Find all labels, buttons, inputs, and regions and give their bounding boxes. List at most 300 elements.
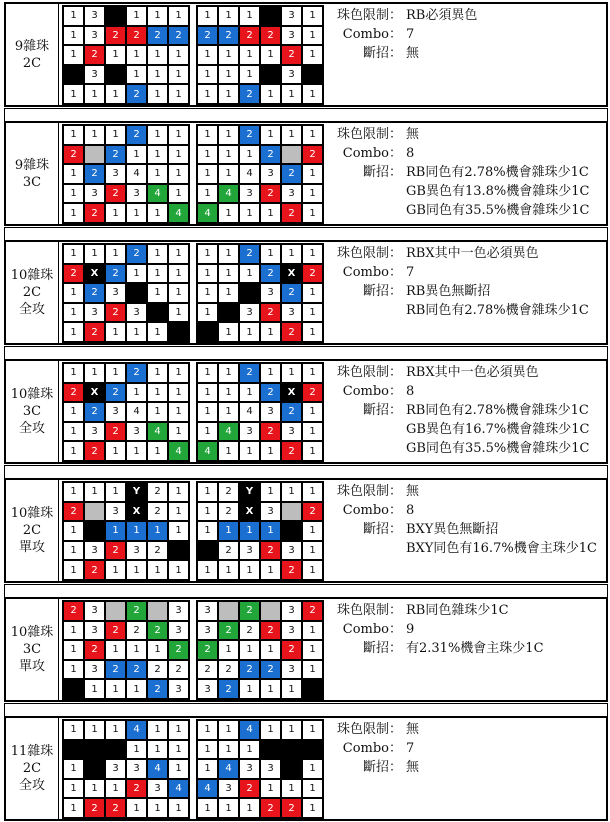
formation-notes xyxy=(326,244,589,320)
formation-label xyxy=(6,4,59,105)
orb-cell: 1 xyxy=(197,502,218,522)
orb-cell: 1 xyxy=(63,363,84,383)
orb-cell: 1 xyxy=(147,720,168,740)
orb-cell xyxy=(84,521,105,541)
orb-cell: 3 xyxy=(260,402,281,422)
orb-cell: 1 xyxy=(63,482,84,502)
orb-cell: 3 xyxy=(84,184,105,204)
orb-cell xyxy=(147,303,168,323)
orb-cell: 1 xyxy=(281,84,302,104)
orb-cell: 3 xyxy=(147,779,168,799)
color-restriction-key: 珠色限制： xyxy=(336,603,402,618)
break-note xyxy=(326,439,589,458)
combo-count xyxy=(326,382,589,401)
break-note xyxy=(326,520,597,539)
orb-cell: 2 xyxy=(281,45,302,65)
orb-cell: 1 xyxy=(168,125,189,145)
row-separator xyxy=(4,703,608,717)
break-note xyxy=(326,44,477,63)
orb-cell: 1 xyxy=(84,720,105,740)
orb-cell: 2 xyxy=(105,422,126,442)
orb-cell: 2 xyxy=(84,640,105,660)
orb-cell: 2 xyxy=(260,26,281,46)
orb-cell: 1 xyxy=(63,45,84,65)
orb-cell: 1 xyxy=(147,322,168,342)
orb-cell xyxy=(302,65,323,85)
orb-cell: 4 xyxy=(168,203,189,223)
orb-cell: 1 xyxy=(197,145,218,165)
formation-label-line: 單攻 xyxy=(18,659,45,674)
orb-board-right xyxy=(196,600,324,700)
orb-cell: 2 xyxy=(126,779,147,799)
orb-cell: 2 xyxy=(281,441,302,461)
orb-cell: 1 xyxy=(218,798,239,818)
orb-cell: 1 xyxy=(239,441,260,461)
orb-cell: 1 xyxy=(302,798,323,818)
orb-cell: 2 xyxy=(218,679,239,699)
orb-cell: 1 xyxy=(239,679,260,699)
orb-cell: 3 xyxy=(168,621,189,641)
orb-cell: 3 xyxy=(239,422,260,442)
orb-cell: 3 xyxy=(260,502,281,522)
orb-cell: 1 xyxy=(105,560,126,580)
orb-cell: 2 xyxy=(260,184,281,204)
orb-cell: 4 xyxy=(147,759,168,779)
orb-cell: 1 xyxy=(302,26,323,46)
color-restriction-key: 珠色限制： xyxy=(336,484,402,499)
orb-cell: 3 xyxy=(239,303,260,323)
break-note-value: BXY異色無斷招 xyxy=(406,522,499,537)
orb-cell: 2 xyxy=(147,541,168,561)
break-note-value: GB異色有16.7%機會雜珠少1C xyxy=(406,422,590,437)
formation-row xyxy=(4,121,608,226)
orb-cell: 1 xyxy=(197,283,218,303)
orb-cell: 1 xyxy=(168,264,189,284)
orb-cell: 1 xyxy=(168,303,189,323)
orb-cell: 1 xyxy=(63,6,84,26)
orb-cell: 1 xyxy=(126,264,147,284)
orb-cell: 1 xyxy=(239,203,260,223)
orb-cell: 4 xyxy=(168,441,189,461)
orb-cell: 2 xyxy=(302,502,323,522)
orb-cell: 1 xyxy=(168,145,189,165)
orb-cell: 2 xyxy=(239,363,260,383)
orb-cell: 3 xyxy=(260,283,281,303)
orb-cell: 2 xyxy=(84,164,105,184)
orb-cell xyxy=(84,759,105,779)
orb-cell: 1 xyxy=(302,402,323,422)
orb-cell: 1 xyxy=(302,6,323,26)
formation-label xyxy=(6,123,59,224)
orb-cell: X xyxy=(84,264,105,284)
orb-board-left xyxy=(62,719,190,819)
orb-cell: 1 xyxy=(302,640,323,660)
orb-cell: 3 xyxy=(126,303,147,323)
orb-cell: 1 xyxy=(260,84,281,104)
orb-cell: 1 xyxy=(63,244,84,264)
orb-cell: 1 xyxy=(218,164,239,184)
orb-cell: 4 xyxy=(147,422,168,442)
orb-cell: 1 xyxy=(147,740,168,760)
break-note-value: GB同色有35.5%機會雜珠少1C xyxy=(406,203,590,218)
break-note-value: RB同色有2.78%機會雜珠少1C xyxy=(406,403,589,418)
orb-cell: 3 xyxy=(168,679,189,699)
orb-cell xyxy=(281,145,302,165)
orb-cell xyxy=(105,601,126,621)
orb-cell: 1 xyxy=(302,621,323,641)
orb-cell: 1 xyxy=(168,502,189,522)
orb-cell: 1 xyxy=(168,759,189,779)
orb-cell: 2 xyxy=(105,26,126,46)
orb-cell: 1 xyxy=(168,283,189,303)
combo-count-value: 8 xyxy=(406,146,415,161)
formation-label xyxy=(6,480,59,581)
orb-cell xyxy=(105,6,126,26)
orb-cell: 1 xyxy=(260,521,281,541)
orb-cell: 1 xyxy=(260,482,281,502)
orb-cell: 1 xyxy=(168,6,189,26)
orb-cell: 1 xyxy=(147,798,168,818)
orb-cell: 1 xyxy=(302,203,323,223)
orb-cell: 1 xyxy=(168,482,189,502)
orb-cell xyxy=(84,145,105,165)
orb-cell: X xyxy=(239,502,260,522)
orb-cell: 4 xyxy=(126,402,147,422)
orb-cell: 2 xyxy=(63,145,84,165)
formation-label-line: 2C xyxy=(22,761,42,776)
orb-cell: 3 xyxy=(239,541,260,561)
orb-cell: 1 xyxy=(281,779,302,799)
orb-cell: 1 xyxy=(63,759,84,779)
combo-count-value: 8 xyxy=(406,503,415,518)
orb-cell: 1 xyxy=(63,322,84,342)
orb-cell: 1 xyxy=(197,65,218,85)
orb-cell: 1 xyxy=(168,184,189,204)
orb-cell: 2 xyxy=(239,84,260,104)
formation-label-line: 11雜珠 xyxy=(10,744,54,759)
orb-cell: 2 xyxy=(63,601,84,621)
orb-cell: 3 xyxy=(197,621,218,641)
formation-notes xyxy=(326,6,477,63)
break-note-value: GB同色有35.5%機會雜珠少1C xyxy=(406,441,590,456)
break-note xyxy=(326,401,589,420)
combo-count xyxy=(326,739,419,758)
orb-cell: 3 xyxy=(281,601,302,621)
orb-cell: 1 xyxy=(239,560,260,580)
row-separator xyxy=(4,108,608,122)
orb-cell: 1 xyxy=(63,640,84,660)
orb-cell: 1 xyxy=(239,65,260,85)
orb-cell: 1 xyxy=(218,322,239,342)
orb-cell: 1 xyxy=(63,660,84,680)
orb-cell xyxy=(63,65,84,85)
orb-board-left xyxy=(62,481,190,581)
orb-cell: 1 xyxy=(197,6,218,26)
orb-cell: 1 xyxy=(281,482,302,502)
orb-cell: 2 xyxy=(126,244,147,264)
orb-cell: 1 xyxy=(197,184,218,204)
orb-cell: 1 xyxy=(302,45,323,65)
orb-cell: 1 xyxy=(260,441,281,461)
orb-cell: 1 xyxy=(63,84,84,104)
break-note-value: RB同色有2.78%機會雜珠少1C xyxy=(406,165,589,180)
break-note-key xyxy=(326,182,402,201)
orb-cell: 1 xyxy=(239,264,260,284)
orb-cell: 3 xyxy=(281,660,302,680)
orb-cell xyxy=(218,303,239,323)
orb-cell: 1 xyxy=(168,383,189,403)
orb-cell: 2 xyxy=(239,779,260,799)
color-restriction-key: 珠色限制： xyxy=(336,246,402,261)
orb-cell: 1 xyxy=(105,244,126,264)
orb-cell: 1 xyxy=(147,6,168,26)
orb-cell: 1 xyxy=(105,322,126,342)
break-note-key: 斷招： xyxy=(362,284,402,299)
orb-cell: 1 xyxy=(197,402,218,422)
orb-cell: 2 xyxy=(147,502,168,522)
break-note-value: GB異色有13.8%機會雜珠少1C xyxy=(406,184,590,199)
orb-cell: 1 xyxy=(147,84,168,104)
color-restriction-value: 無 xyxy=(406,722,420,737)
row-separator xyxy=(4,465,608,479)
orb-cell: 1 xyxy=(63,798,84,818)
orb-cell: 1 xyxy=(126,521,147,541)
orb-cell: 1 xyxy=(218,441,239,461)
orb-cell: 1 xyxy=(260,322,281,342)
combo-count xyxy=(326,144,589,163)
color-restriction xyxy=(326,482,597,501)
row-separator xyxy=(4,584,608,598)
orb-cell: 1 xyxy=(105,363,126,383)
orb-cell: 2 xyxy=(281,322,302,342)
orb-cell: 1 xyxy=(281,244,302,264)
orb-cell: 1 xyxy=(168,244,189,264)
orb-cell: 2 xyxy=(197,660,218,680)
color-restriction xyxy=(326,125,589,144)
break-note xyxy=(326,201,589,220)
orb-cell: 4 xyxy=(239,720,260,740)
orb-cell: 3 xyxy=(105,283,126,303)
orb-cell: 1 xyxy=(168,402,189,422)
color-restriction xyxy=(326,720,419,739)
orb-cell: 2 xyxy=(281,640,302,660)
color-restriction-key: 珠色限制： xyxy=(336,127,402,142)
orb-cell: 2 xyxy=(197,26,218,46)
orb-cell: 1 xyxy=(168,363,189,383)
orb-cell: 4 xyxy=(239,164,260,184)
orb-cell: 3 xyxy=(126,184,147,204)
formation-label-line: 3C xyxy=(22,404,42,419)
break-note-key xyxy=(326,539,402,558)
orb-board-left xyxy=(62,124,190,224)
formation-label-line: 3C xyxy=(22,174,42,190)
formation-label-line: 單攻 xyxy=(18,540,45,555)
break-note xyxy=(326,163,589,182)
orb-board-right xyxy=(196,481,324,581)
orb-cell: 1 xyxy=(260,203,281,223)
orb-cell: 1 xyxy=(126,322,147,342)
orb-cell xyxy=(302,740,323,760)
orb-cell: 1 xyxy=(302,779,323,799)
orb-cell: 1 xyxy=(126,383,147,403)
break-note xyxy=(326,420,589,439)
orb-cell: 2 xyxy=(218,541,239,561)
break-note-key: 斷招： xyxy=(362,46,402,61)
orb-cell: 1 xyxy=(84,363,105,383)
orb-cell: 3 xyxy=(281,303,302,323)
break-note xyxy=(326,282,589,301)
orb-cell: 1 xyxy=(126,798,147,818)
orb-cell: 1 xyxy=(260,640,281,660)
orb-cell: 1 xyxy=(302,660,323,680)
orb-cell: 1 xyxy=(239,383,260,403)
formation-label-line: 10雜珠 xyxy=(10,506,54,521)
orb-cell: 1 xyxy=(126,740,147,760)
orb-cell: 2 xyxy=(147,679,168,699)
orb-cell: 2 xyxy=(126,621,147,641)
orb-board-right xyxy=(196,362,324,462)
orb-cell: 1 xyxy=(197,798,218,818)
orb-cell: 1 xyxy=(218,521,239,541)
orb-cell: 1 xyxy=(168,65,189,85)
orb-cell xyxy=(63,740,84,760)
orb-cell: 2 xyxy=(84,560,105,580)
orb-cell: 3 xyxy=(126,759,147,779)
orb-cell: 1 xyxy=(197,740,218,760)
orb-cell: 1 xyxy=(63,203,84,223)
orb-cell: 1 xyxy=(260,45,281,65)
orb-cell: 1 xyxy=(168,521,189,541)
orb-cell: 1 xyxy=(105,482,126,502)
row-separator xyxy=(4,227,608,241)
orb-cell: 1 xyxy=(302,184,323,204)
orb-cell: 1 xyxy=(218,363,239,383)
combo-count-value: 9 xyxy=(406,622,415,637)
break-note-key xyxy=(326,301,402,320)
orb-cell: 1 xyxy=(197,422,218,442)
orb-cell: 1 xyxy=(302,441,323,461)
orb-cell: 1 xyxy=(168,84,189,104)
formation-notes xyxy=(326,720,419,777)
orb-cell: 1 xyxy=(126,45,147,65)
orb-cell: 1 xyxy=(168,740,189,760)
orb-cell: 1 xyxy=(105,84,126,104)
orb-cell: 1 xyxy=(302,244,323,264)
orb-cell xyxy=(281,502,302,522)
orb-cell: 2 xyxy=(147,621,168,641)
orb-cell: 1 xyxy=(84,779,105,799)
orb-cell: 1 xyxy=(168,560,189,580)
break-note-key: 斷招： xyxy=(362,641,402,656)
orb-cell: Y xyxy=(126,482,147,502)
orb-cell xyxy=(260,740,281,760)
orb-cell: 1 xyxy=(126,145,147,165)
orb-cell: 1 xyxy=(218,402,239,422)
break-note-value: 無 xyxy=(406,760,420,775)
orb-cell: 1 xyxy=(147,244,168,264)
orb-cell xyxy=(239,283,260,303)
orb-cell: Y xyxy=(239,482,260,502)
formation-notes xyxy=(326,125,589,220)
orb-cell: 1 xyxy=(63,402,84,422)
orb-cell: 1 xyxy=(84,244,105,264)
orb-cell: 1 xyxy=(302,363,323,383)
color-restriction-key: 珠色限制： xyxy=(336,722,402,737)
formation-row xyxy=(4,2,608,107)
orb-cell: 4 xyxy=(126,720,147,740)
orb-cell xyxy=(197,322,218,342)
orb-cell xyxy=(281,740,302,760)
orb-cell: 3 xyxy=(84,621,105,641)
orb-cell: 1 xyxy=(218,560,239,580)
orb-cell: 4 xyxy=(197,779,218,799)
orb-cell: 1 xyxy=(147,640,168,660)
orb-cell: 3 xyxy=(281,422,302,442)
orb-cell: 2 xyxy=(239,26,260,46)
orb-cell: 2 xyxy=(281,164,302,184)
orb-cell: 1 xyxy=(197,244,218,264)
orb-cell: 2 xyxy=(105,798,126,818)
formation-label-line: 2C xyxy=(22,523,42,538)
orb-cell: 1 xyxy=(147,383,168,403)
orb-cell: 2 xyxy=(197,640,218,660)
break-note xyxy=(326,639,544,658)
orb-cell: 2 xyxy=(281,283,302,303)
orb-cell: 1 xyxy=(197,720,218,740)
orb-cell: 1 xyxy=(147,125,168,145)
orb-cell: 1 xyxy=(260,679,281,699)
break-note-key xyxy=(326,420,402,439)
orb-cell: 2 xyxy=(302,145,323,165)
orb-cell: 1 xyxy=(147,560,168,580)
break-note xyxy=(326,758,419,777)
orb-cell: 3 xyxy=(260,164,281,184)
orb-cell: 4 xyxy=(218,759,239,779)
orb-cell: 1 xyxy=(105,441,126,461)
orb-cell: 1 xyxy=(105,521,126,541)
orb-board-right xyxy=(196,243,324,343)
formation-label-line: 全攻 xyxy=(18,302,45,317)
orb-cell: 1 xyxy=(218,244,239,264)
orb-cell: 2 xyxy=(260,541,281,561)
orb-cell: 1 xyxy=(63,541,84,561)
break-note-key: 斷招： xyxy=(362,522,402,537)
orb-cell: 1 xyxy=(197,759,218,779)
orb-cell: 2 xyxy=(302,383,323,403)
row-separator xyxy=(4,346,608,360)
formation-label xyxy=(6,718,59,819)
orb-cell: 1 xyxy=(281,363,302,383)
orb-cell: 1 xyxy=(302,759,323,779)
orb-cell: 1 xyxy=(168,45,189,65)
orb-cell: X xyxy=(84,383,105,403)
orb-cell: 1 xyxy=(63,779,84,799)
orb-cell: 1 xyxy=(84,84,105,104)
orb-cell: 1 xyxy=(197,521,218,541)
formation-notes xyxy=(326,601,544,658)
orb-cell: 2 xyxy=(105,184,126,204)
orb-cell: 3 xyxy=(168,601,189,621)
orb-cell: 1 xyxy=(239,145,260,165)
orb-cell: 4 xyxy=(197,203,218,223)
break-note xyxy=(326,539,597,558)
orb-cell: 2 xyxy=(168,660,189,680)
orb-cell: 2 xyxy=(147,482,168,502)
orb-cell: 1 xyxy=(218,383,239,403)
orb-cell: 4 xyxy=(126,164,147,184)
orb-cell: 1 xyxy=(302,125,323,145)
orb-cell: 3 xyxy=(84,65,105,85)
